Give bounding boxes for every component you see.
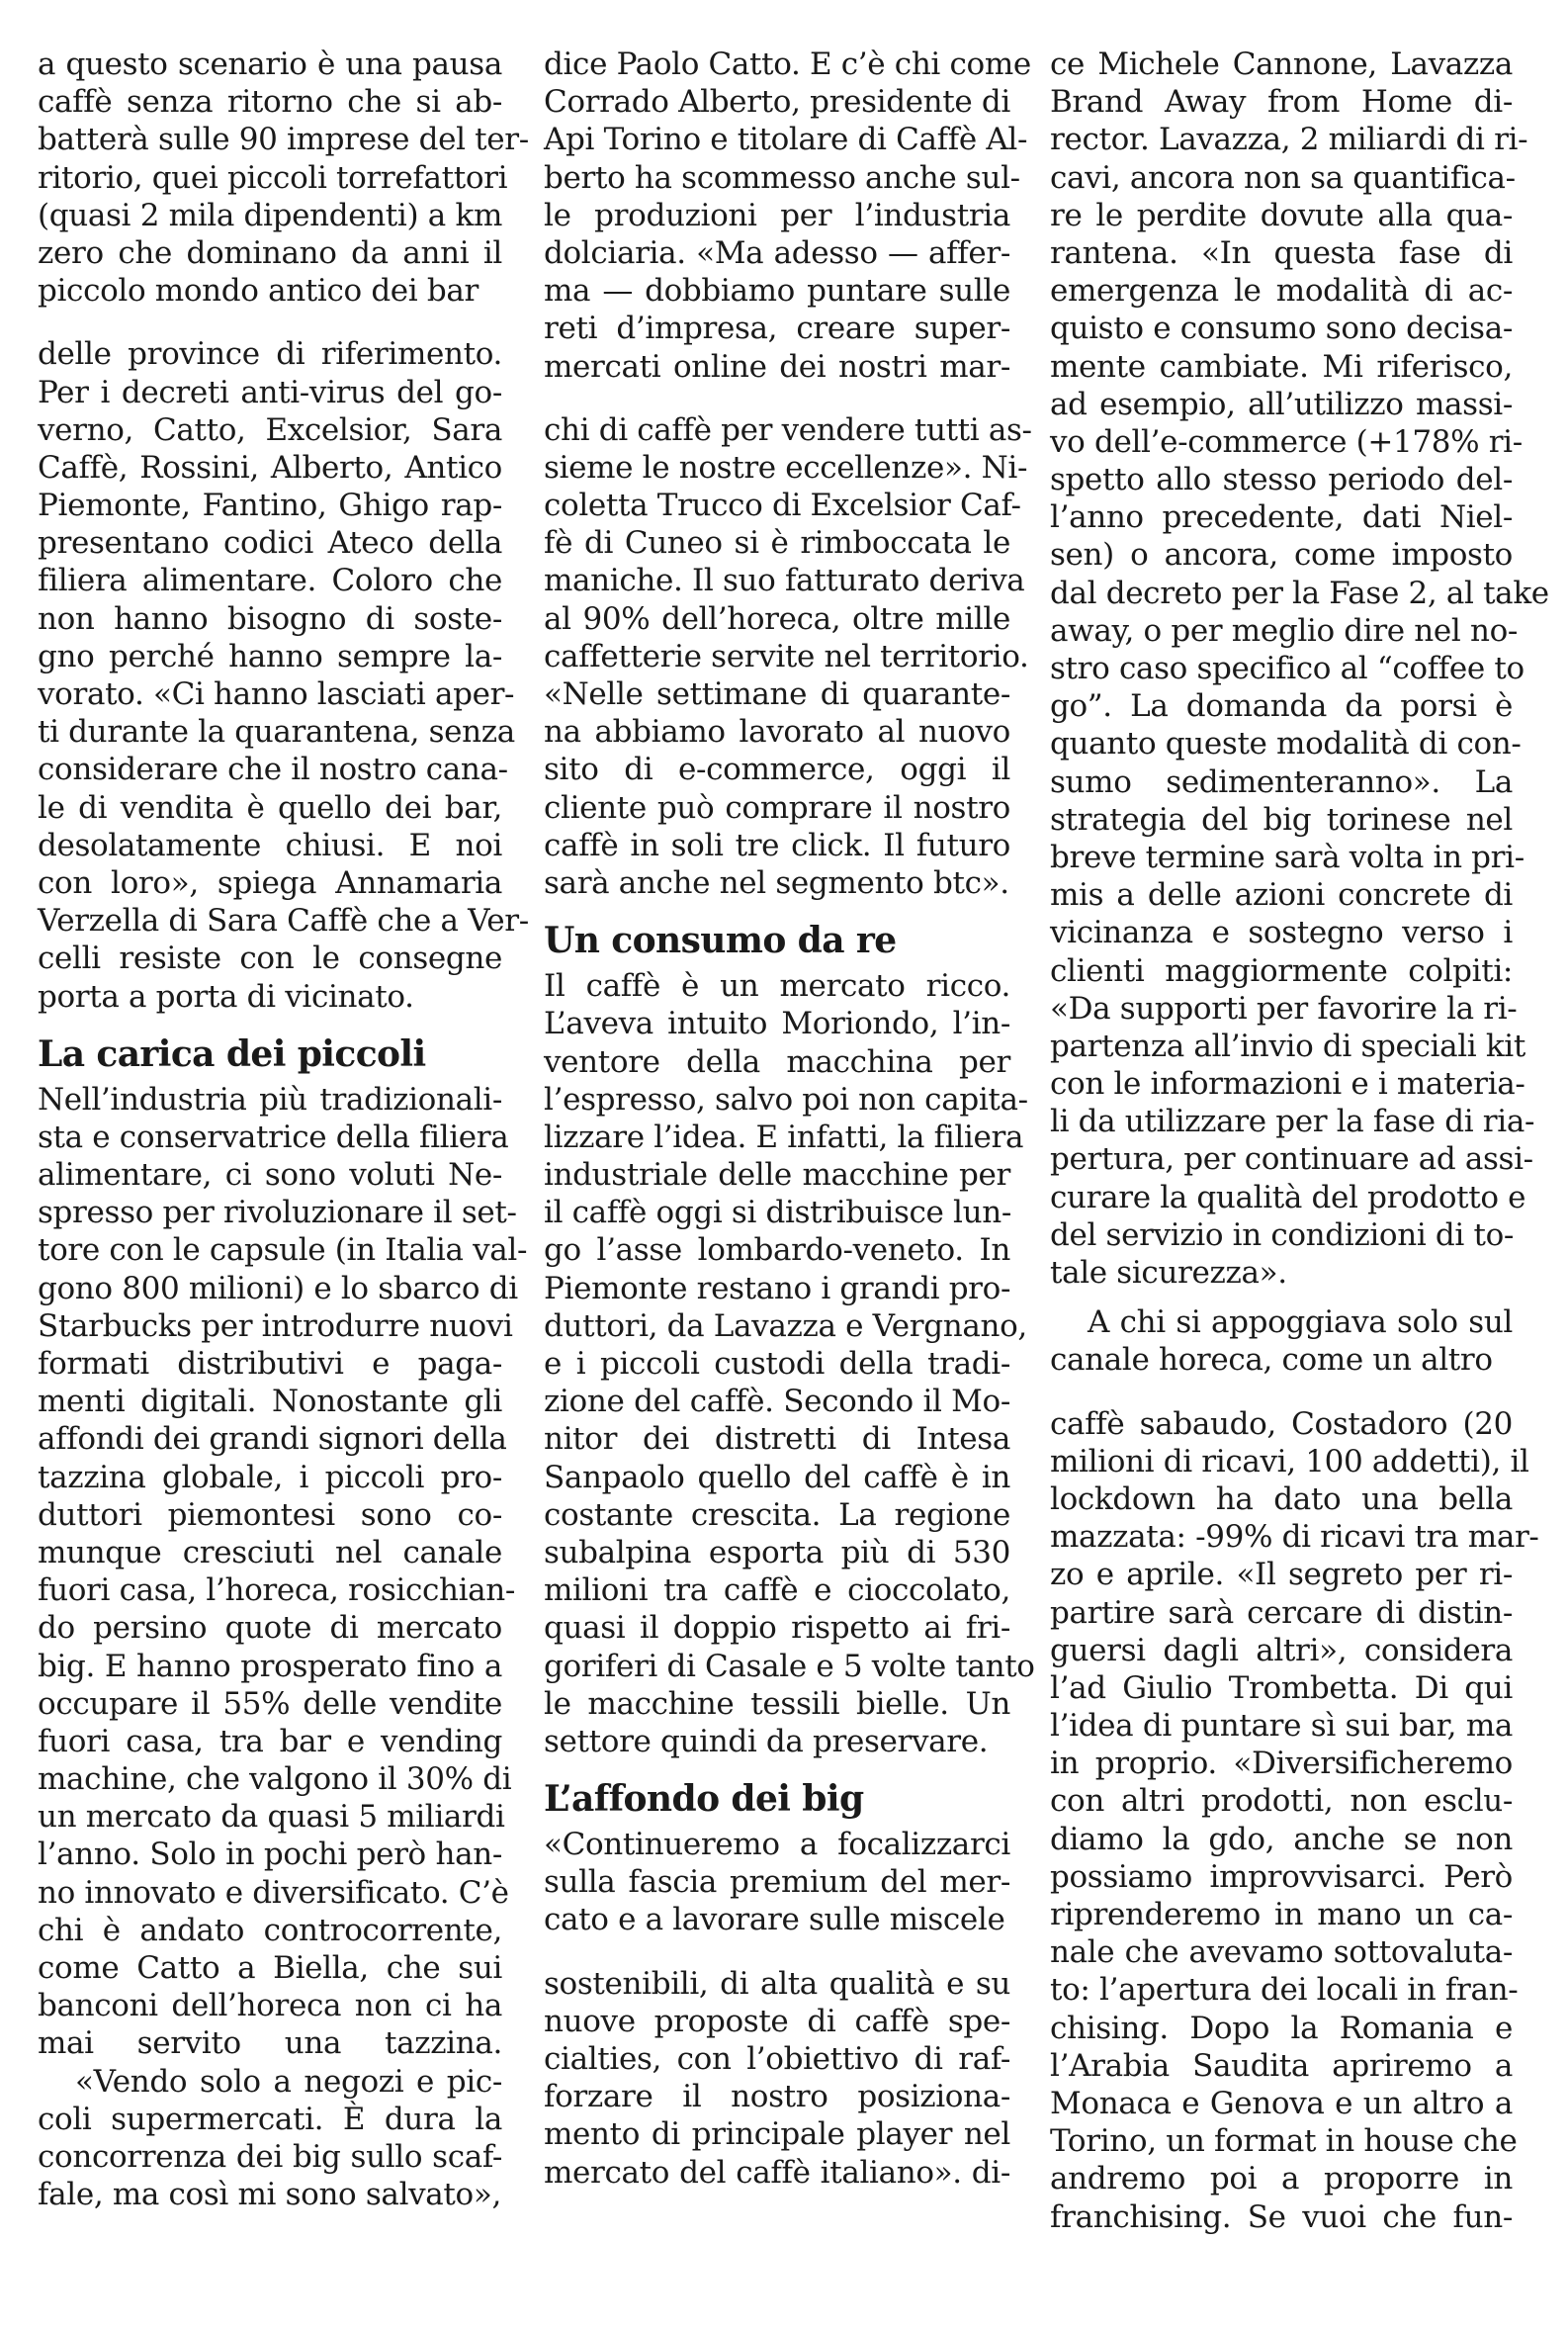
text-line: porta a porta di vicinato. (38, 978, 414, 1015)
text-line: strategia del big torinese nel (1050, 801, 1513, 838)
text-line: canale horeca, come un altro (1050, 1342, 1493, 1379)
text-line: sieme le nostre eccellenze». Ni- (544, 449, 1028, 486)
text-line: in proprio. «Diversificheremo (1050, 1746, 1513, 1782)
text-line: spresso per rivoluzionare il set- (38, 1195, 517, 1231)
text-line: curare la qualità del prodotto e (1050, 1179, 1526, 1215)
text-line: «Continueremo a focalizzarci (544, 1827, 1010, 1863)
text-line: mercati online dei nostri mar- (544, 348, 1010, 385)
text-line: munque cresciuti nel canale (38, 1534, 502, 1570)
text-line: partire sarà cercare di distin- (1050, 1594, 1513, 1631)
text-line: maniche. Il suo fatturato deriva (544, 563, 1025, 599)
text-line: ma — dobbiamo puntare sulle (544, 273, 1010, 310)
text-line: ad esempio, all’utilizzo massi- (1050, 386, 1513, 422)
column-break-gap (544, 1939, 1010, 1965)
text-line: andremo poi a proporre in (1050, 2161, 1513, 2197)
text-line: no innovato e diversificato. C’è (38, 1874, 509, 1911)
section-subheading: La carica dei piccoli (38, 1032, 426, 1075)
text-line: e i piccoli custodi della tradi- (544, 1346, 1010, 1382)
text-line: settore quindi da preservare. (544, 1723, 989, 1759)
column-break-gap (1050, 1380, 1513, 1405)
text-line: presentano codici Ateco della (38, 525, 502, 562)
text-line: concorrenza dei big sullo scaf- (38, 2138, 502, 2175)
text-line: mercato del caffè italiano». di- (544, 2154, 1010, 2191)
text-line: affondi dei grandi signori della (38, 1421, 507, 1458)
text-line: possiamo improvvisarci. Però (1050, 1858, 1513, 1895)
text-line: zione del caffè. Secondo il Mo- (544, 1384, 1010, 1420)
text-line: considerare che il nostro cana- (38, 752, 508, 788)
text-line: franchising. Se vuoi che fun- (1050, 2198, 1513, 2235)
text-line: al 90% dell’horeca, oltre mille (544, 600, 1010, 637)
text-line: occupare il 55% delle vendite (38, 1685, 502, 1722)
text-line: vicinanza e sostegno verso i (1050, 915, 1513, 951)
text-line: sen) o ancora, come imposto (1050, 537, 1513, 574)
text-line: il caffè oggi si distribuisce lun- (544, 1195, 1011, 1231)
text-line: dice Paolo Catto. E c’è chi come (544, 46, 1031, 82)
text-line: l’espresso, salvo poi non capita- (544, 1081, 1028, 1118)
text-line: l’ad Giulio Trombetta. Di qui (1050, 1669, 1513, 1706)
text-line: go l’asse lombardo-veneto. In (544, 1232, 1010, 1269)
text-line: rantena. «In questa fase di (1050, 234, 1513, 271)
text-line: sulla fascia premium del mer- (544, 1864, 1010, 1901)
text-line: caffè senza ritorno che si ab- (38, 84, 502, 121)
text-line: sta e conservatrice della filiera (38, 1119, 509, 1155)
text-line: caffetterie servite nel territorio. (544, 638, 1029, 674)
text-line: delle province di riferimento. (38, 336, 502, 373)
text-line: Per i decreti anti-virus del go- (38, 374, 502, 410)
text-line: sito di e-commerce, oggi il (544, 752, 1010, 788)
text-line: goriferi di Casale e 5 volte tanto (544, 1648, 1035, 1684)
text-line: li da utilizzare per la fase di ria- (1050, 1104, 1535, 1140)
text-line: fè di Cuneo si è rimboccata le (544, 525, 1010, 562)
text-line: spetto allo stesso periodo del- (1050, 462, 1513, 498)
section-subheading: L’affondo dei big (544, 1778, 864, 1821)
text-line: l’idea di puntare sì sui bar, ma (1050, 1708, 1513, 1745)
text-line: Torino, un format in house che (1050, 2123, 1518, 2160)
text-line: Sanpaolo quello del caffè è in (544, 1459, 1010, 1495)
text-line: coletta Trucco di Excelsior Caf- (544, 488, 1021, 524)
text-line: quisto e consumo sono decisa- (1050, 311, 1513, 347)
text-line: zero che dominano da anni il (38, 234, 502, 271)
text-line: costante crescita. La regione (544, 1496, 1010, 1533)
text-line: mai servito una tazzina. (38, 2025, 502, 2062)
text-line: nale che avevamo sottovaluta- (1050, 1934, 1513, 1971)
text-line: ventore della macchina per (544, 1043, 1010, 1080)
text-line: come Catto a Biella, che sui (38, 1950, 502, 1986)
text-line: cato e a lavorare sulle miscele (544, 1902, 1005, 1938)
text-line: chi è andato controcorrente, (38, 1912, 502, 1948)
text-line: ce Michele Cannone, Lavazza (1050, 46, 1513, 82)
text-line: «Da supporti per favorire la ri- (1050, 990, 1518, 1027)
text-line: piccolo mondo antico dei bar (38, 273, 479, 310)
column-break-gap (544, 386, 1010, 411)
section-subheading: Un consumo da re (544, 920, 897, 962)
text-line: Brand Away from Home di- (1050, 84, 1513, 121)
text-line: menti digitali. Nonostante gli (38, 1384, 502, 1420)
text-line: big. E hanno prosperato fino a (38, 1648, 502, 1684)
text-line: chising. Dopo la Romania e (1050, 2010, 1513, 2046)
text-line: verno, Catto, Excelsior, Sara (38, 411, 502, 448)
column-break-gap (38, 310, 502, 335)
text-line: formati distributivi e paga- (38, 1346, 502, 1382)
text-line: lizzare l’idea. E infatti, la filiera (544, 1119, 1024, 1155)
text-line: zo e aprile. «Il segreto per ri- (1050, 1557, 1513, 1593)
text-line: caffè in soli tre click. Il futuro (544, 827, 1010, 863)
text-line: «Nelle settimane di quarante- (544, 676, 1010, 712)
text-line: stro caso specifico al “coffee to (1050, 651, 1524, 686)
text-line: emergenza le modalità di ac- (1050, 273, 1513, 310)
text-line: non hanno bisogno di soste- (38, 600, 502, 637)
text-line: con le informazioni e i materia- (1050, 1066, 1525, 1103)
article-column-3 (1050, 45, 1549, 2236)
text-line: (quasi 2 mila dipendenti) a km (38, 197, 502, 233)
text-line: partenza all’invio di speciali kit (1050, 1028, 1525, 1064)
article-column-2 (544, 45, 1035, 2192)
text-line: del servizio in condizioni di to- (1050, 1216, 1515, 1253)
text-line: duttori piemontesi sono co- (38, 1496, 502, 1533)
text-line: tore con le capsule (in Italia val- (38, 1232, 528, 1269)
text-line: quasi il doppio rispetto ai fri- (544, 1610, 1010, 1647)
text-line: industriale delle macchine per (544, 1157, 1010, 1194)
text-line: cavi, ancora non sa quantifica- (1050, 159, 1516, 196)
text-line: coli supermercati. È dura la (38, 2101, 502, 2137)
text-line: fuori casa, tra bar e vending (38, 1723, 502, 1759)
text-line: Nell’industria più tradizionali- (38, 1081, 502, 1118)
text-line: chi di caffè per vendere tutti as- (544, 411, 1032, 448)
text-line: l’anno precedente, dati Niel- (1050, 499, 1513, 536)
article-column-1 (38, 45, 529, 2213)
text-line: l’anno. Solo in pochi però han- (38, 1837, 502, 1873)
text-line: rector. Lavazza, 2 miliardi di ri- (1050, 122, 1528, 158)
text-line: con altri prodotti, non esclu- (1050, 1783, 1513, 1820)
text-line: desolatamente chiusi. E noi (38, 827, 502, 863)
text-line: cliente può comprare il nostro (544, 789, 1010, 826)
text-line: Verzella di Sara Caffè che a Ver- (38, 903, 529, 940)
text-line: Starbucks per introdurre nuovi (38, 1307, 513, 1344)
text-line: berto ha scommesso anche sul- (544, 159, 1020, 196)
text-line: Piemonte, Fantino, Ghigo rap- (38, 488, 502, 524)
text-line: tale sicurezza». (1050, 1255, 1287, 1291)
text-line: sostenibili, di alta qualità e su (544, 1965, 1010, 2002)
text-line: forzare il nostro posiziona- (544, 2079, 1010, 2115)
text-line: milioni tra caffè e cioccolato, (544, 1572, 1010, 1609)
text-line: fuori casa, l’horeca, rosicchian- (38, 1572, 516, 1609)
text-line: l’Arabia Saudita apriremo a (1050, 2047, 1513, 2084)
text-line: na abbiamo lavorato al nuovo (544, 714, 1010, 751)
text-line: «Vendo solo a negozi e pic- (75, 2063, 502, 2100)
text-line: away, o per meglio dire nel no- (1050, 612, 1519, 649)
text-line: go”. La domanda da porsi è (1050, 688, 1513, 725)
text-line: guersi dagli altri», considera (1050, 1632, 1513, 1668)
text-line: mento di principale player nel (544, 2116, 1010, 2153)
text-line: quanto queste modalità di con- (1050, 726, 1522, 762)
text-line: reti d’impresa, creare super- (544, 311, 1010, 347)
paragraph-gap (1050, 1292, 1513, 1303)
text-line: L’aveva intuito Moriondo, l’in- (544, 1006, 1010, 1042)
text-line: un mercato da quasi 5 miliardi (38, 1799, 505, 1836)
text-line: filiera alimentare. Coloro che (38, 563, 502, 599)
text-line: lockdown ha dato una bella (1050, 1480, 1513, 1517)
text-line: do persino quote di mercato (38, 1610, 502, 1647)
text-line: milioni di ricavi, 100 addetti), il (1050, 1443, 1529, 1479)
text-line: diamo la gdo, anche se non (1050, 1821, 1513, 1857)
text-line: nitor dei distretti di Intesa (544, 1421, 1010, 1458)
text-line: Il caffè è un mercato ricco. (544, 968, 1010, 1005)
text-line: ti durante la quarantena, senza (38, 714, 515, 751)
text-line: cialties, con l’obiettivo di raf- (544, 2041, 1010, 2077)
text-line: sarà anche nel segmento btc». (544, 864, 1009, 901)
text-line: breve termine sarà volta in pri- (1050, 839, 1524, 875)
text-line: tazzina globale, i piccoli pro- (38, 1459, 502, 1495)
text-line: Piemonte restano i grandi pro- (544, 1270, 1011, 1306)
text-line: Caffè, Rossini, Alberto, Antico (38, 449, 502, 486)
text-line: machine, che valgono il 30% di (38, 1761, 512, 1798)
text-line: le di vendita è quello dei bar, (38, 789, 502, 826)
text-line: A chi si appoggiava solo sul (1088, 1304, 1513, 1341)
text-line: mente cambiate. Mi riferisco, (1050, 348, 1513, 385)
text-line: ritorio, quei piccoli torrefattori (38, 159, 508, 196)
text-line: duttori, da Lavazza e Vergnano, (544, 1307, 1027, 1344)
text-line: riprenderemo in mano un ca- (1050, 1897, 1513, 1932)
text-line: Corrado Alberto, presidente di (544, 84, 1010, 121)
text-line: mazzata: -99% di ricavi tra mar- (1050, 1519, 1539, 1556)
text-line: dal decreto per la Fase 2, al take (1050, 575, 1549, 611)
text-line: mis a delle azioni concrete di (1050, 877, 1513, 914)
text-line: Api Torino e titolare di Caffè Al- (544, 122, 1028, 158)
text-line: con loro», spiega Annamaria (38, 864, 502, 901)
text-line: Monaca e Genova e un altro a (1050, 2085, 1513, 2121)
text-line: to: l’apertura dei locali in fran- (1050, 1972, 1519, 2009)
text-line: gno perché hanno sempre la- (38, 638, 502, 674)
text-line: a questo scenario è una pausa (38, 46, 502, 82)
text-line: banconi dell’horeca non ci ha (38, 1988, 502, 2024)
text-line: re le perdite dovute alla qua- (1050, 197, 1513, 233)
text-line: sumo sedimenteranno». La (1050, 763, 1513, 800)
text-line: caffè sabaudo, Costadoro (20 (1050, 1405, 1513, 1442)
text-line: subalpina esporta più di 530 (544, 1534, 1010, 1570)
text-line: alimentare, ci sono voluti Ne- (38, 1157, 502, 1194)
text-line: batterà sulle 90 imprese del ter- (38, 122, 529, 158)
text-line: clienti maggiormente colpiti: (1050, 952, 1513, 989)
text-line: gono 800 milioni) e lo sbarco di (38, 1270, 518, 1306)
text-line: le produzioni per l’industria (544, 197, 1010, 233)
text-line: vo dell’e-commerce (+178% ri- (1050, 423, 1523, 460)
text-line: fale, ma così mi sono salvato», (38, 2177, 501, 2213)
text-line: le macchine tessili bielle. Un (544, 1685, 1010, 1722)
text-line: pertura, per continuare ad assi- (1050, 1141, 1533, 1178)
text-line: dolciaria. «Ma adesso — affer- (544, 234, 1010, 271)
text-line: nuove proposte di caffè spe- (544, 2003, 1010, 2039)
text-line: vorato. «Ci hanno lasciati aper- (38, 676, 515, 712)
text-line: celli resiste con le consegne (38, 941, 502, 977)
